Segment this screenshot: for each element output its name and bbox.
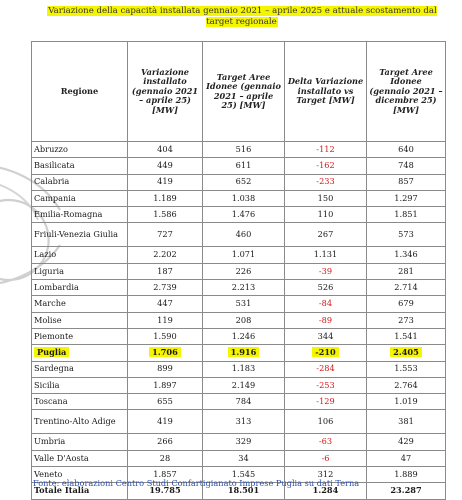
cell-value: 652 <box>203 174 285 190</box>
cell-region: Emilia-Romagna <box>32 207 128 223</box>
cell-value: 1.897 <box>128 377 203 393</box>
cell-value: 2.213 <box>203 280 285 296</box>
cell-value: 573 <box>367 223 446 247</box>
cell-value: -63 <box>285 434 367 450</box>
cell-region <box>32 345 128 361</box>
cell-value: 404 <box>128 142 203 158</box>
cell-value: 1.889 <box>367 467 446 483</box>
table-row <box>32 361 446 377</box>
header-regione: Regione <box>32 42 128 142</box>
header-delta: Delta Variazione installato vs Target [MW] <box>285 42 367 142</box>
cell-value: 429 <box>367 434 446 450</box>
cell-value: 1.189 <box>128 190 203 206</box>
cell-value: 526 <box>285 280 367 296</box>
cell-value <box>285 345 367 361</box>
cell-value: 273 <box>367 312 446 328</box>
cell-value: 1.541 <box>367 328 446 344</box>
cell-value: 679 <box>367 296 446 312</box>
cell-region: Lazio <box>32 247 128 263</box>
cell-total-label: Totale Italia <box>32 483 128 499</box>
cell-value: 150 <box>285 190 367 206</box>
table-row <box>32 394 446 410</box>
cell-value: 857 <box>367 174 446 190</box>
cell-value: 1.545 <box>203 467 285 483</box>
cell-value: 110 <box>285 207 367 223</box>
cell-value: 1.590 <box>128 328 203 344</box>
cell-region: Veneto <box>32 467 128 483</box>
cell-value: -112 <box>285 142 367 158</box>
cell-value: 313 <box>203 410 285 434</box>
cell-value: -233 <box>285 174 367 190</box>
cell-value: 1.586 <box>128 207 203 223</box>
cell-region: Abruzzo <box>32 142 128 158</box>
cell-value: -162 <box>285 158 367 174</box>
highlighted-value: 2.405 <box>390 347 422 357</box>
cell-total-value: 19.785 <box>128 483 203 499</box>
table-title <box>38 6 446 28</box>
highlighted-value: Puglia <box>34 347 69 357</box>
cell-region: Trentino-Alto Adige <box>32 410 128 434</box>
cell-value: 208 <box>203 312 285 328</box>
cell-region: Lombardia <box>32 280 128 296</box>
cell-value: 28 <box>128 450 203 466</box>
cell-value: 381 <box>367 410 446 434</box>
cell-value: 2.202 <box>128 247 203 263</box>
cell-value: 1.246 <box>203 328 285 344</box>
table-row <box>32 410 446 434</box>
cell-value: 449 <box>128 158 203 174</box>
cell-value: 2.714 <box>367 280 446 296</box>
cell-value: 2.149 <box>203 377 285 393</box>
cell-region: Friuli-Venezia Giulia <box>32 223 128 247</box>
highlighted-value: 1.706 <box>149 347 181 357</box>
cell-value: 1.553 <box>367 361 446 377</box>
cell-value: 106 <box>285 410 367 434</box>
cell-region: Umbria <box>32 434 128 450</box>
cell-value: 727 <box>128 223 203 247</box>
cell-region: Sicilia <box>32 377 128 393</box>
cell-value: -284 <box>285 361 367 377</box>
cell-value: 312 <box>285 467 367 483</box>
cell-value: -253 <box>285 377 367 393</box>
header-variazione-installato: Variazione installato (gennaio 2021 – aprile 25) [MW] <box>128 42 203 142</box>
cell-value: 1.857 <box>128 467 203 483</box>
table-row <box>32 263 446 279</box>
table-row <box>32 434 446 450</box>
cell-region: Basilicata <box>32 158 128 174</box>
table-header-row <box>32 42 446 142</box>
cell-region: Marche <box>32 296 128 312</box>
cell-value: 419 <box>128 174 203 190</box>
cell-value: -6 <box>285 450 367 466</box>
title-text: Variazione della capacità installata gennaio 2021 – aprile 2025 e attuale scostamento dal target regionale <box>48 6 437 27</box>
cell-value: 531 <box>203 296 285 312</box>
cell-value: 2.739 <box>128 280 203 296</box>
cell-value: 329 <box>203 434 285 450</box>
cell-value: 34 <box>203 450 285 466</box>
capacity-table <box>31 41 446 500</box>
table-row <box>32 280 446 296</box>
cell-value: 281 <box>367 263 446 279</box>
cell-value: 267 <box>285 223 367 247</box>
cell-region: Molise <box>32 312 128 328</box>
table-body <box>32 142 446 500</box>
cell-region: Campania <box>32 190 128 206</box>
table-row <box>32 328 446 344</box>
cell-value: 447 <box>128 296 203 312</box>
cell-value: 47 <box>367 450 446 466</box>
cell-value: 516 <box>203 142 285 158</box>
cell-value: 899 <box>128 361 203 377</box>
highlighted-value: -210 <box>312 347 339 357</box>
table-row <box>32 142 446 158</box>
cell-value: 119 <box>128 312 203 328</box>
cell-value <box>128 345 203 361</box>
cell-value: 226 <box>203 263 285 279</box>
cell-value <box>367 345 446 361</box>
cell-value: -39 <box>285 263 367 279</box>
cell-region: Sardegna <box>32 361 128 377</box>
cell-value: 419 <box>128 410 203 434</box>
cell-region: Toscana <box>32 394 128 410</box>
table-row <box>32 247 446 263</box>
cell-value: -129 <box>285 394 367 410</box>
source-note: Fonte: elaborazioni Centro Studi Confartigianato Imprese Puglia su dati Terna <box>33 478 360 488</box>
cell-value: 1.346 <box>367 247 446 263</box>
table-row <box>32 345 446 361</box>
header-target-aprile: Target Aree Idonee (gennaio 2021 – aprile 25) [MW] <box>203 42 285 142</box>
cell-value: 1.297 <box>367 190 446 206</box>
cell-value: 460 <box>203 223 285 247</box>
cell-value: -84 <box>285 296 367 312</box>
cell-value: 1.038 <box>203 190 285 206</box>
cell-value: 1.071 <box>203 247 285 263</box>
table-row <box>32 450 446 466</box>
cell-region: Liguria <box>32 263 128 279</box>
cell-value: 187 <box>128 263 203 279</box>
cell-value: 1.019 <box>367 394 446 410</box>
cell-region: Piemonte <box>32 328 128 344</box>
cell-value: 344 <box>285 328 367 344</box>
cell-value: 2.764 <box>367 377 446 393</box>
cell-value <box>203 345 285 361</box>
cell-total-value: 18.501 <box>203 483 285 499</box>
table-row <box>32 296 446 312</box>
table-row <box>32 223 446 247</box>
cell-value: 1.183 <box>203 361 285 377</box>
cell-value: -89 <box>285 312 367 328</box>
table-row <box>32 377 446 393</box>
cell-value: 1.476 <box>203 207 285 223</box>
cell-value: 266 <box>128 434 203 450</box>
table-row <box>32 190 446 206</box>
cell-total-value: 23.287 <box>367 483 446 499</box>
cell-value: 784 <box>203 394 285 410</box>
cell-value: 640 <box>367 142 446 158</box>
table-row <box>32 207 446 223</box>
cell-region: Calabria <box>32 174 128 190</box>
cell-value: 748 <box>367 158 446 174</box>
cell-value: 1.851 <box>367 207 446 223</box>
table-row <box>32 158 446 174</box>
table-row <box>32 174 446 190</box>
header-target-dicembre: Target Aree Idonee (gennaio 2021 – dicembre 25) [MW] <box>367 42 446 142</box>
cell-value: 1.131 <box>285 247 367 263</box>
cell-value: 611 <box>203 158 285 174</box>
cell-total-value: 1.284 <box>285 483 367 499</box>
table-row <box>32 312 446 328</box>
highlighted-value: 1.916 <box>228 347 260 357</box>
cell-value: 655 <box>128 394 203 410</box>
cell-region: Valle D'Aosta <box>32 450 128 466</box>
